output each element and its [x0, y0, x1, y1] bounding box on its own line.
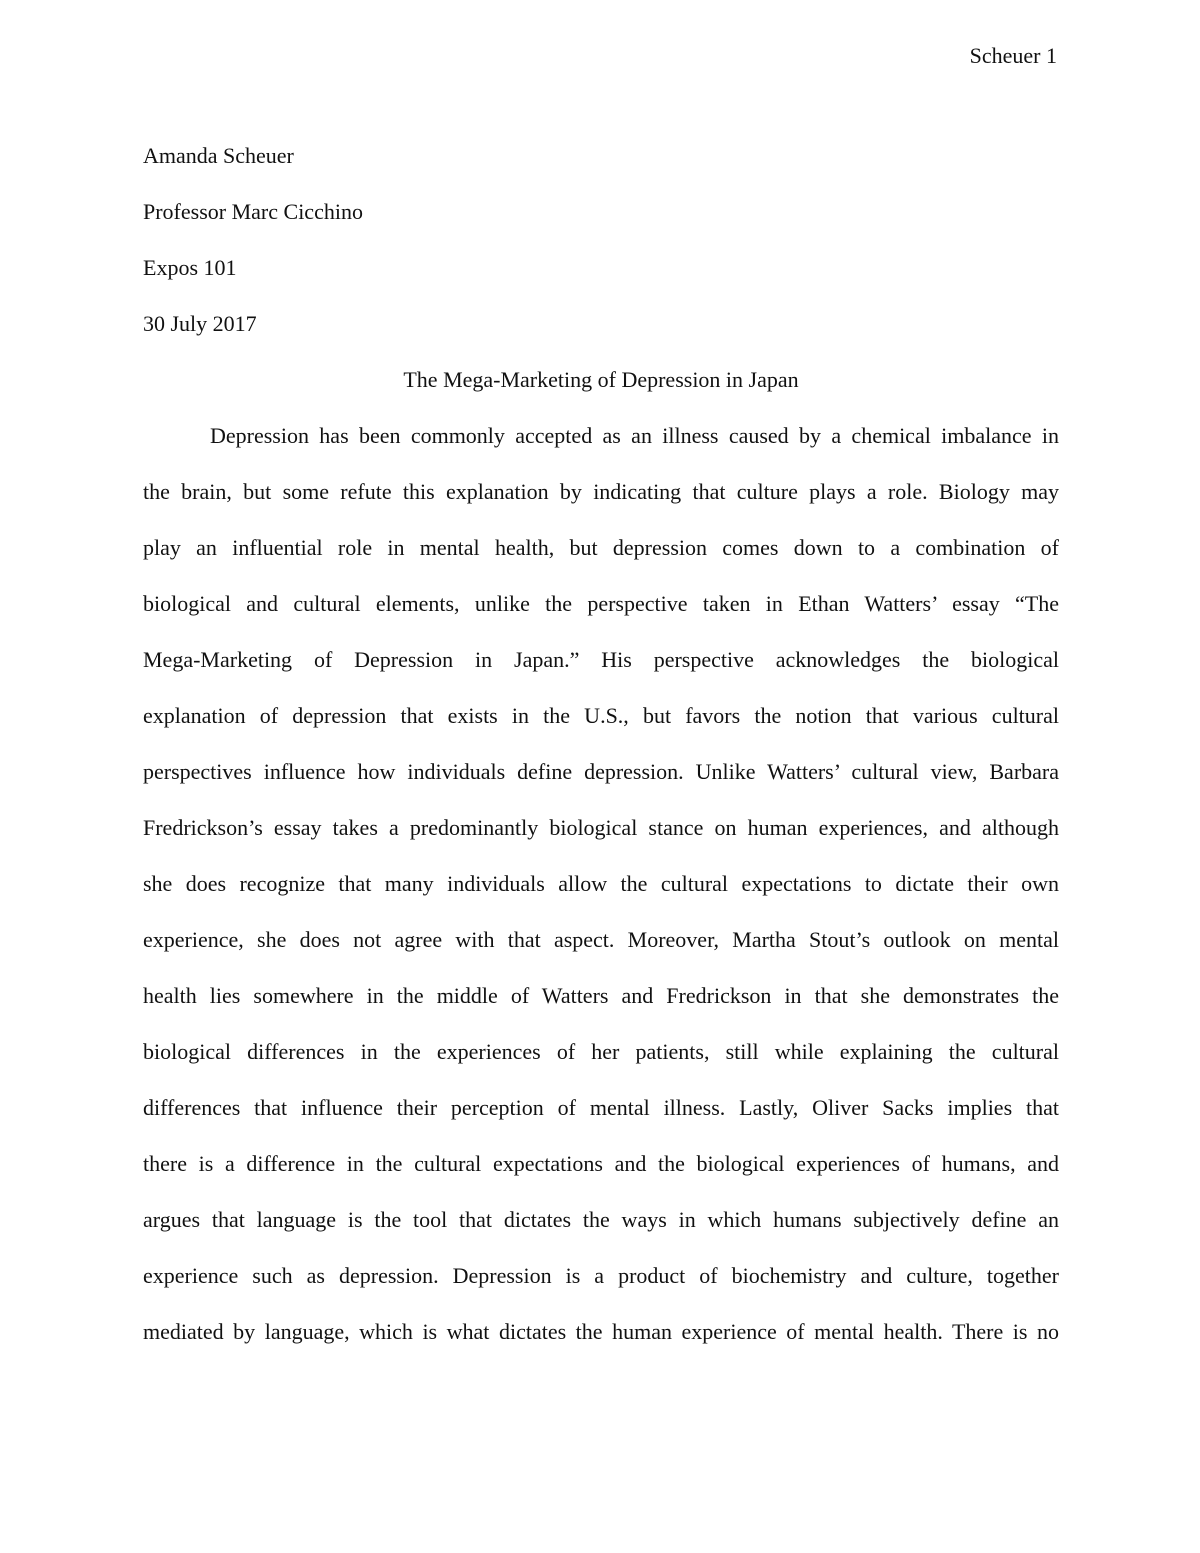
- paragraph-line: experience such as depression. Depression is a product of biochemistry and culture, together: [143, 1263, 1059, 1288]
- course-name: Expos 101: [143, 255, 237, 280]
- paragraph-line: mediated by language, which is what dictates the human experience of mental health. There is no: [143, 1319, 1059, 1344]
- document-date: 30 July 2017: [143, 311, 257, 336]
- document-body: [143, 140, 1059, 1372]
- paragraph-line: perspectives influence how individuals define depression. Unlike Watters’ cultural view, Barbara: [143, 759, 1059, 784]
- document-title: The Mega-Marketing of Depression in Japan: [403, 367, 799, 392]
- paragraph-line: Mega-Marketing of Depression in Japan.” His perspective acknowledges the biological: [143, 647, 1059, 672]
- paragraph-line: play an influential role in mental health, but depression comes down to a combination of: [143, 535, 1059, 560]
- paragraph-line: there is a difference in the cultural expectations and the biological experiences of humans, and: [143, 1151, 1059, 1176]
- paragraph-line: biological and cultural elements, unlike the perspective taken in Ethan Watters’ essay “The: [143, 591, 1059, 616]
- author-name: Amanda Scheuer: [143, 143, 294, 168]
- paragraph-line: she does recognize that many individuals allow the cultural expectations to dictate their own: [143, 871, 1059, 896]
- professor-name: Professor Marc Cicchino: [143, 199, 363, 224]
- body-paragraph: [143, 420, 1059, 1372]
- paragraph-line: the brain, but some refute this explanation by indicating that culture plays a role. Biology may: [143, 479, 1059, 504]
- paragraph-line: experience, she does not agree with that aspect. Moreover, Martha Stout’s outlook on mental: [143, 927, 1059, 952]
- paragraph-line: differences that influence their perception of mental illness. Lastly, Oliver Sacks implies that: [143, 1095, 1059, 1120]
- paragraph-line: health lies somewhere in the middle of Watters and Fredrickson in that she demonstrates the: [143, 983, 1059, 1008]
- running-head: Scheuer 1: [969, 43, 1057, 68]
- paragraph-line: Fredrickson’s essay takes a predominantly biological stance on human experiences, and although: [143, 815, 1059, 840]
- paragraph-line: explanation of depression that exists in the U.S., but favors the notion that various cultural: [143, 703, 1059, 728]
- paragraph-line: Depression has been commonly accepted as an illness caused by a chemical imbalance in: [210, 423, 1059, 448]
- paragraph-line: biological differences in the experiences of her patients, still while explaining the cultural: [143, 1039, 1059, 1064]
- paragraph-line: argues that language is the tool that dictates the ways in which humans subjectively define an: [143, 1207, 1059, 1232]
